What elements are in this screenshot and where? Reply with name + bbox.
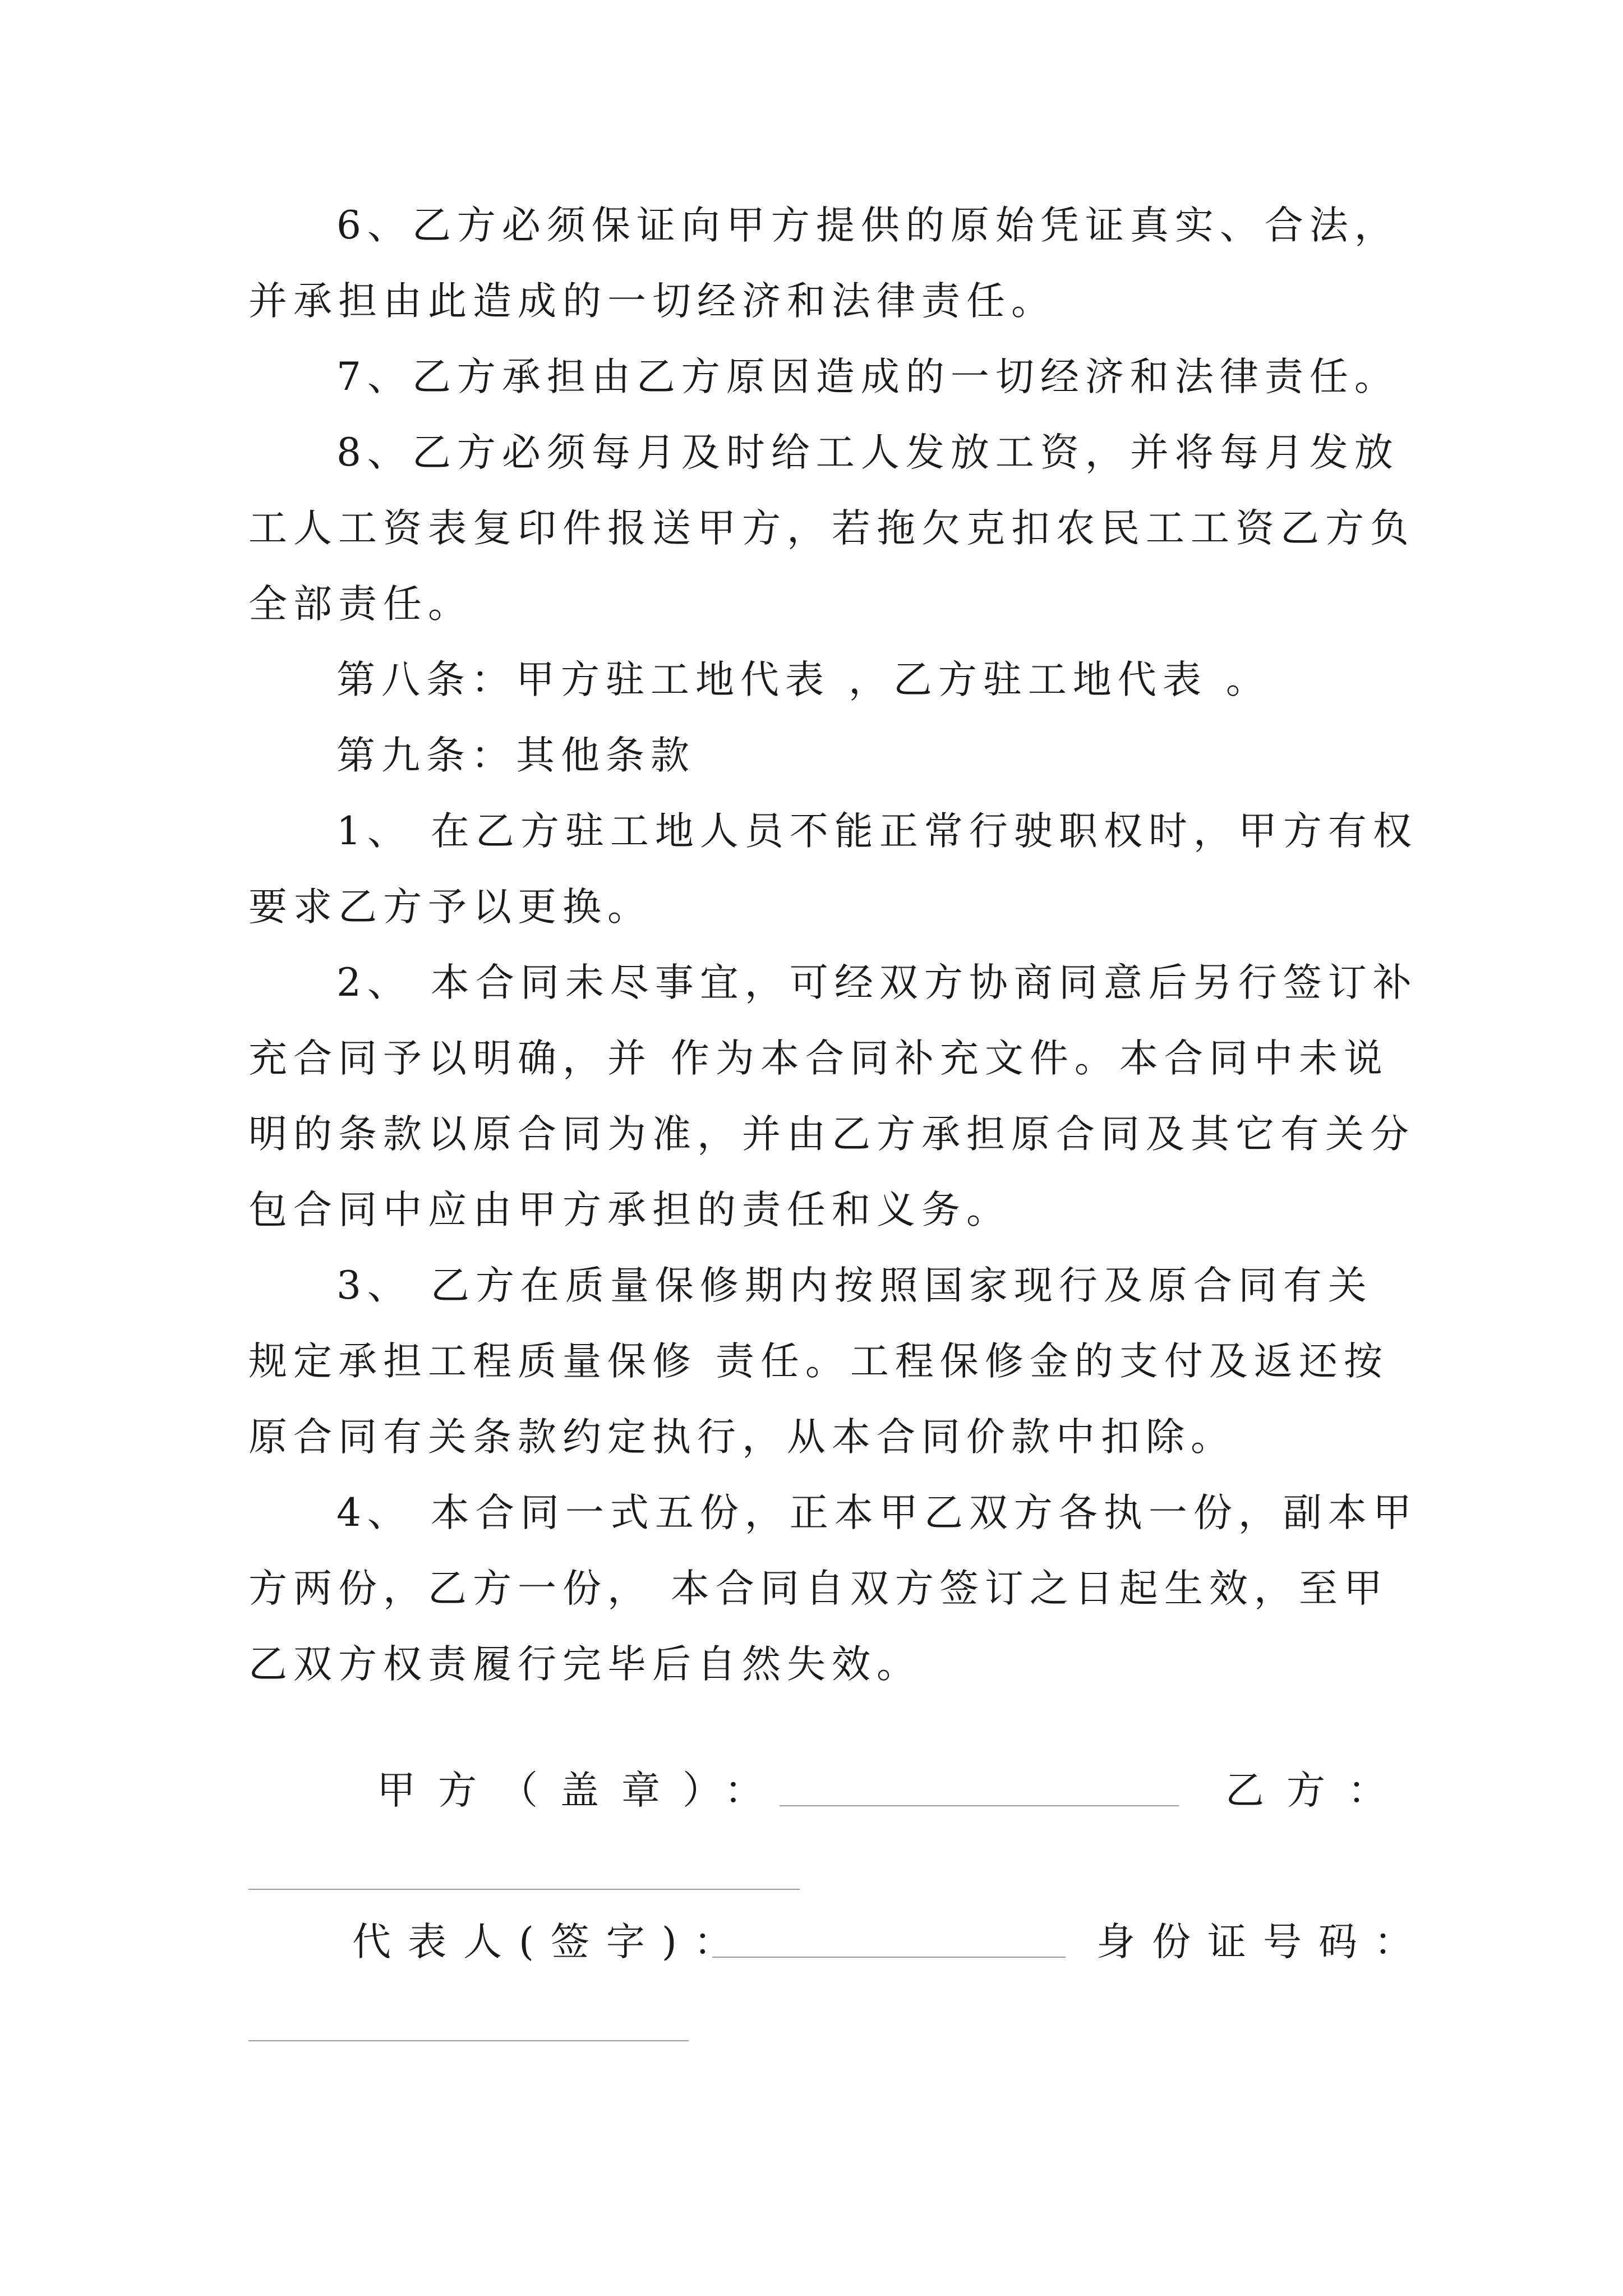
clause-9-4-line-1: 4、 本合同一式五份，正本甲乙双方各执一份，副本甲 [336, 1490, 1418, 1535]
clause-9-4-line-2: 方两份，乙方一份， 本合同自双方签订之日起生效，至甲 [248, 1566, 1389, 1611]
party-b-underline [248, 1889, 800, 1890]
clause-9-1-line-1: 1、 在乙方驻工地人员不能正常行驶职权时，甲方有权 [336, 809, 1418, 854]
id-number-underline [248, 2040, 689, 2041]
clause-7-6-line-1: 6、乙方必须保证向甲方提供的原始凭证真实、合法， [336, 203, 1399, 248]
id-number-label: 身份证号码： [1096, 1920, 1430, 1964]
clause-7-8-line-3: 全部责任。 [248, 582, 473, 627]
clause-9-3-line-2: 规定承担工程质量保修 责任。工程保修金的支付及返还按 [248, 1339, 1389, 1384]
article-8-heading: 第八条：甲方驻工地代表 ，乙方驻工地代表 。 [336, 657, 1271, 702]
clause-7-8-line-2: 工人工资表复印件报送甲方，若拖欠克扣农民工工资乙方负 [248, 506, 1415, 551]
party-a-seal-underline [780, 1805, 1179, 1806]
representative-underline [712, 1957, 1066, 1958]
clause-9-2-line-2: 充合同予以明确，并 作为本合同补充文件。本合同中未说 [248, 1036, 1389, 1081]
representative-signature-label: 代表人(签字)： [352, 1920, 749, 1964]
party-a-seal-label: 甲方（盖章）： [377, 1768, 786, 1813]
clause-9-3-line-3: 原合同有关条款约定执行，从本合同价款中扣除。 [248, 1415, 1235, 1460]
clause-9-4-line-3: 乙双方权责履行完毕后自然失效。 [248, 1642, 921, 1687]
clause-9-2-line-1: 2、 本合同未尽事宜，可经双方协商同意后另行签订补 [336, 960, 1418, 1005]
clause-9-2-line-3: 明的条款以原合同为准，并由乙方承担原合同及其它有关分 [248, 1112, 1415, 1157]
clause-9-2-line-4: 包合同中应由甲方承担的责任和义务。 [248, 1188, 1011, 1232]
clause-9-1-line-2: 要求乙方予以更换。 [248, 885, 652, 930]
article-9-heading: 第九条：其他条款 [336, 733, 695, 778]
clause-7-7-line-1: 7、乙方承担由乙方原因造成的一切经济和法律责任。 [336, 355, 1399, 399]
clause-7-6-line-2: 并承担由此造成的一切经济和法律责任。 [248, 279, 1056, 324]
party-b-label: 乙方： [1225, 1768, 1409, 1813]
clause-9-3-line-1: 3、 乙方在质量保修期内按照国家现行及原合同有关 [336, 1263, 1373, 1308]
clause-7-8-line-1: 8、乙方必须每月及时给工人发放工资，并将每月发放 [336, 430, 1399, 475]
